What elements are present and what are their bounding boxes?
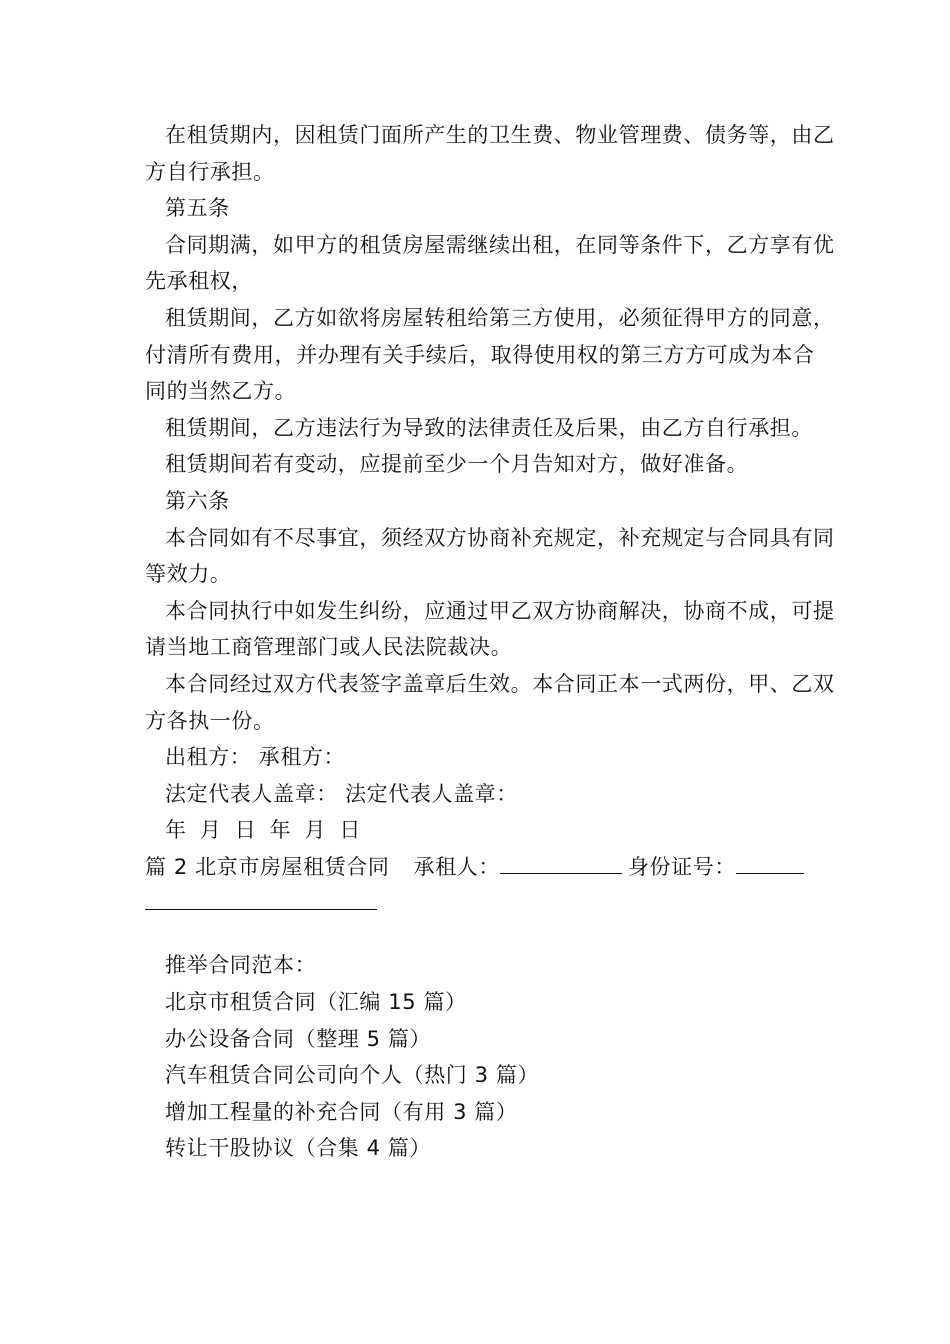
document-body: [145, 117, 835, 1167]
id-number-continuation: [145, 885, 835, 947]
next-contract-title: 篇 2 北京市房屋租赁合同: [145, 854, 390, 879]
recommend-heading: 推举合同范本：: [165, 953, 317, 978]
recommend-item: 北京市租赁合同（汇编 15 篇）: [165, 990, 467, 1015]
paragraph-notice: 租赁期间若有变动，应提前至少一个月告知对方，做好准备。: [165, 452, 749, 477]
signature-parties: 出租方： 承租方：: [165, 745, 346, 770]
id-number-label: 身份证号：: [627, 854, 736, 879]
article-five-heading: 第五条: [165, 196, 230, 221]
recommend-item: 办公设备合同（整理 5 篇）: [165, 1026, 432, 1051]
paragraph-dispute: 本合同执行中如发生纠纷，应通过甲乙双方协商解决，协商不成，可提请当地工商管理部门或人民法院裁决。: [145, 598, 835, 660]
tenant-label: 承租人：: [413, 854, 500, 879]
paragraph-liability: 租赁期间，乙方违法行为导致的法律责任及后果，由乙方自行承担。: [165, 415, 813, 440]
paragraph-sublease: 租赁期间，乙方如欲将房屋转租给第三方使用，必须征得甲方的同意，付清所有费用，并办理有关手续后，取得使用权的第三方方可成为本合同的当然乙方。: [145, 305, 835, 404]
recommend-item: 增加工程量的补充合同（有用 3 篇）: [165, 1099, 518, 1124]
paragraph-supplement: 本合同如有不尽事宜，须经双方协商补充规定，补充规定与合同具有同等效力。: [145, 525, 835, 587]
id-number-blank: [736, 849, 804, 874]
next-contract-header: [145, 849, 835, 886]
paragraph-fees: 在租赁期内，因租赁门面所产生的卫生费、物业管理费、债务等，由乙方自行承担。: [145, 123, 835, 184]
recommend-item: 转让干股协议（合集 4 篇）: [165, 1136, 432, 1161]
recommend-list: [145, 984, 835, 1167]
paragraph-renewal: 合同期满，如甲方的租赁房屋需继续出租，在同等条件下，乙方享有优先承租权，: [145, 232, 835, 294]
recommend-item: 汽车租赁合同公司向个人（热门 3 篇）: [165, 1063, 540, 1088]
signature-dates: 年 月 日 年 月 日: [165, 818, 361, 843]
article-six-heading: 第六条: [165, 488, 230, 513]
paragraph-effect: 本合同经过双方代表签字盖章后生效。本合同正本一式两份，甲、乙双方各执一份。: [145, 671, 835, 733]
tenant-blank: [500, 849, 622, 874]
id-number-blank-continued: [145, 885, 377, 910]
signature-seals: 法定代表人盖章： 法定代表人盖章：: [165, 781, 518, 806]
